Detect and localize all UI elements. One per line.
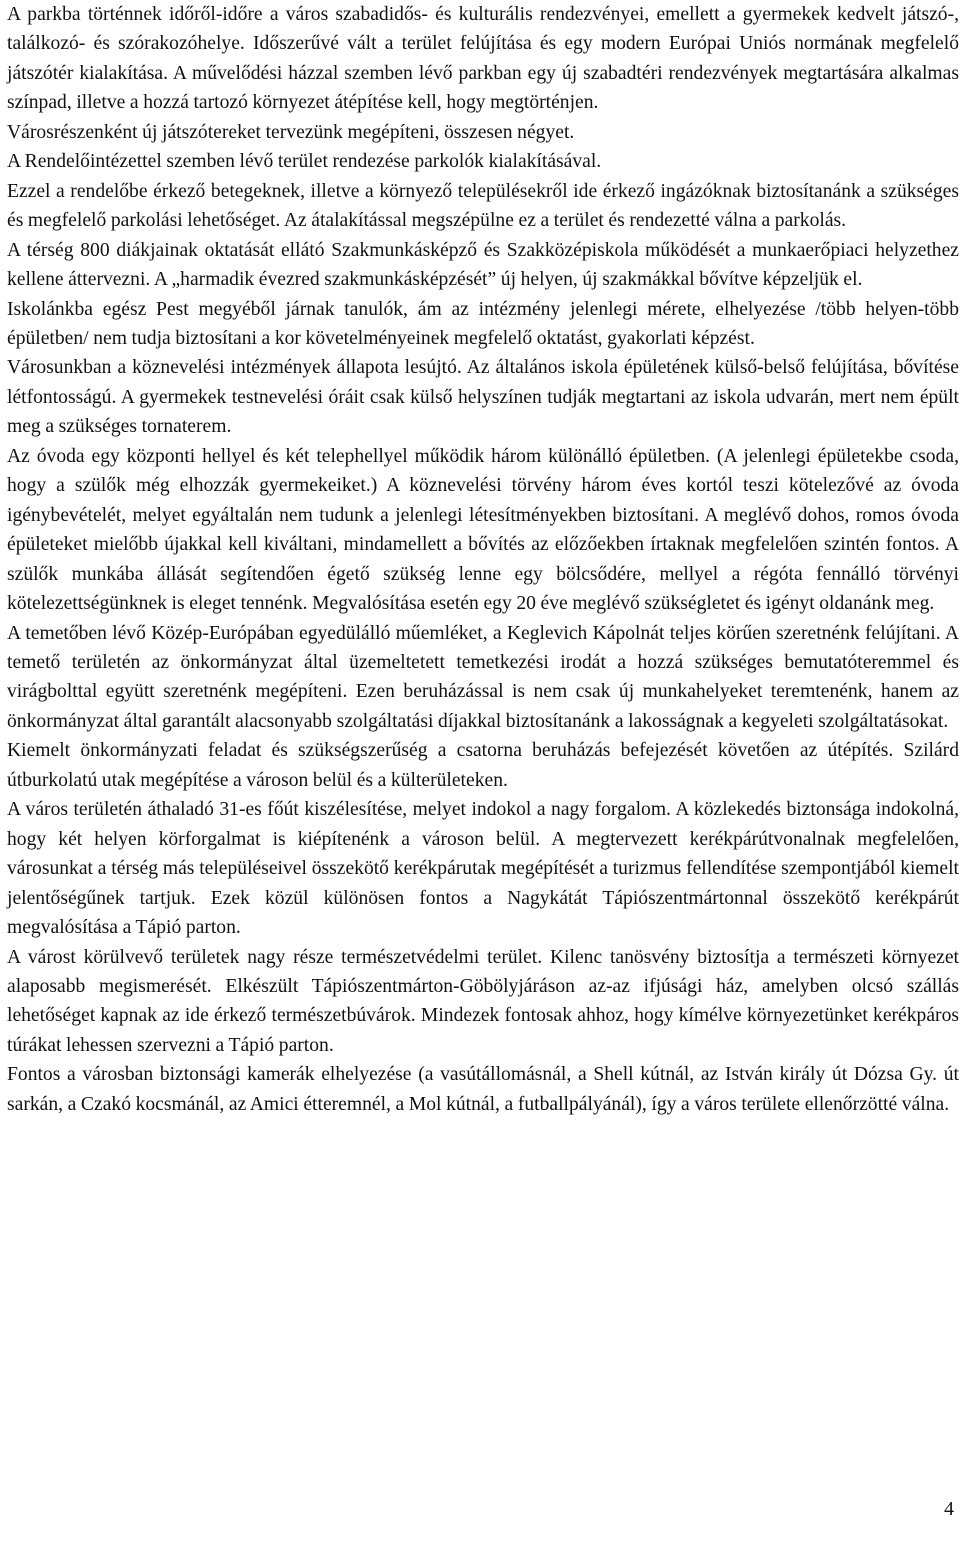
paragraph-clinic-parking: A Rendelőintézettel szemben lévő terület rendezése parkolók kialakításával. — [7, 151, 602, 173]
paragraph-cemetery: A temetőben lévő Közép-Európában egyedülálló műemléket, a Keglevich Kápolnát teljes körűen szeretnénk felújítani. A temető területén az önkormányzat által üzemeltetett temetkezési irodát a hozzá szükséges bemutatóteremmel és virágbolttal együtt szeretnénk megépíteni. Ezen beruházással is nem csak új munkahelyeket teremtenénk, hanem az önkormányzat által garantált alacsonyabb szolgáltatási díjakkal biztosítanánk a lakosságnak a kegyeleti szolgáltatásokat. — [7, 622, 959, 732]
paragraph-park-renovation: A parkba történnek időről-időre a város szabadidős- és kulturális rendezvényei, emellett a gyermekek kedvelt játszó-, találkozó- és szórakozóhelye. Időszerűvé vált a terület felújítása és egy modern Európai Uniós normának megfelelő játszótér kialakítása. A művelődési házzal szemben lévő parkban egy új szabadtéri rendezvények megtartására alkalmas színpad, illetve a hozzá tartozó környezet átépítése kell, hogy megtörténjen. — [7, 4, 959, 114]
paragraph-school-capacity: Iskolánkba egész Pest megyéből járnak tanulók, ám az intézmény jelenlegi mérete, elhelyezése /több helyen-több épületben/ nem tudja biztosítani a kor követelményeinek megfelelő oktatást, gyakorlati képzést. — [7, 298, 959, 349]
paragraph-playgrounds: Városrészenként új játszótereket tervezünk megépíteni, összesen négyet. — [7, 121, 575, 143]
paragraph-vocational-school: A térség 800 diákjainak oktatását ellátó Szakmunkásképző és Szakközépiskola működését a munkaerőpiaci helyzethez kellene áttervezni. A „harmadik évezred szakmunkásképzését” új helyen, új szakmákkal bővítve képzeljük el. — [7, 239, 959, 291]
page-number: 4 — [944, 1498, 954, 1520]
paragraph-main-road-cycling: A város területén áthaladó 31-es főút kiszélesítése, melyet indokol a nagy forgalom. A közlekedés biztonsága indokolná, hogy két helyen körforgalmat is kiépítenénk a városon belül. A megtervezett kerékpárútvonalnak megfelelően, városunkat a térség más településeivel összekötő kerékpárutak megépítését a turizmus fellendítése szempontjából kiemelt jelentőségűnek tartjuk. Ezek közül különösen fontos a Nagykátát Tápiószentmártonnal összekötő kerékpárút megvalósítása a Tápió parton. — [7, 799, 959, 939]
paragraph-parking-benefits: Ezzel a rendelőbe érkező betegeknek, illetve a környező településekről ide érkező ingázóknak biztosítanánk a szükséges és megfelelő parkolási lehetőséget. Az átalakítással megszépülne ez a terület és rendezetté válna a parkolás. — [7, 180, 959, 232]
paragraph-nature-reserve: A várost körülvevő területek nagy része természetvédelmi terület. Kilenc tanösvény biztosítja a természeti környezet alaposabb megismerését. Elkészült Tápiószentmárton-Göbölyjáráson az-az ifjúsági ház, amelyben olcsó szállás lehetőséget kapnak az ide érkező természetbúvárok. Mindezek fontosak ahhoz, hogy kímélve környezetünket kerékpáros túrákat lehessen szervezni a Tápió parton. — [7, 946, 959, 1056]
paragraph-security-cameras: Fontos a városban biztonsági kamerák elhelyezése (a vasútállomásnál, a Shell kútnál, az István király út Dózsa Gy. út sarkán, a Czakó kocsmánál, az Amici étteremnél, a Mol kútnál, a futballpályánál), így a város területe ellenőrzötté válna. — [7, 1064, 959, 1115]
paragraph-public-education: Városunkban a köznevelési intézmények állapota lesújtó. Az általános iskola épületének külső-belső felújítása, bővítése létfontosságú. A gyermekek testnevelési óráit csak külső helyszínen tudják megtartani az iskola udvarán, mert nem épült meg a szükséges tornaterem. — [7, 357, 959, 438]
paragraph-road-construction: Kiemelt önkormányzati feladat és szükségszerűség a csatorna beruházás befejezését követően az útépítés. Szilárd útburkolatú utak megépítése a városon belül és a külterületeken. — [7, 740, 959, 791]
document-body — [7, 0, 959, 1119]
paragraph-kindergarten: Az óvoda egy központi hellyel és két telephellyel működik három különálló épületben. (A jelenlegi épületekbe csoda, hogy a szülők még elhozzák gyermekeiket.) A köznevelési törvény három éves kortól teszi kötelezővé az óvoda igénybevételét, melyet egyáltalán nem tudunk a jelenlegi létesítményekben biztosítani. A meglévő dohos, romos óvoda épületeket mielőbb újakkal kell kiváltani, mindamellett a bővítés az előzőekben írtaknak megfelelően szintén fontos. A szülők munkába állását segítendően égető szükség lenne egy bölcsődére, mellyel a régóta fennálló törvényi kötelezettségünknek is eleget tennénk. Megvalósítása esetén egy 20 éve meglévő szükségletet és igényt oldanánk meg. — [7, 445, 959, 615]
